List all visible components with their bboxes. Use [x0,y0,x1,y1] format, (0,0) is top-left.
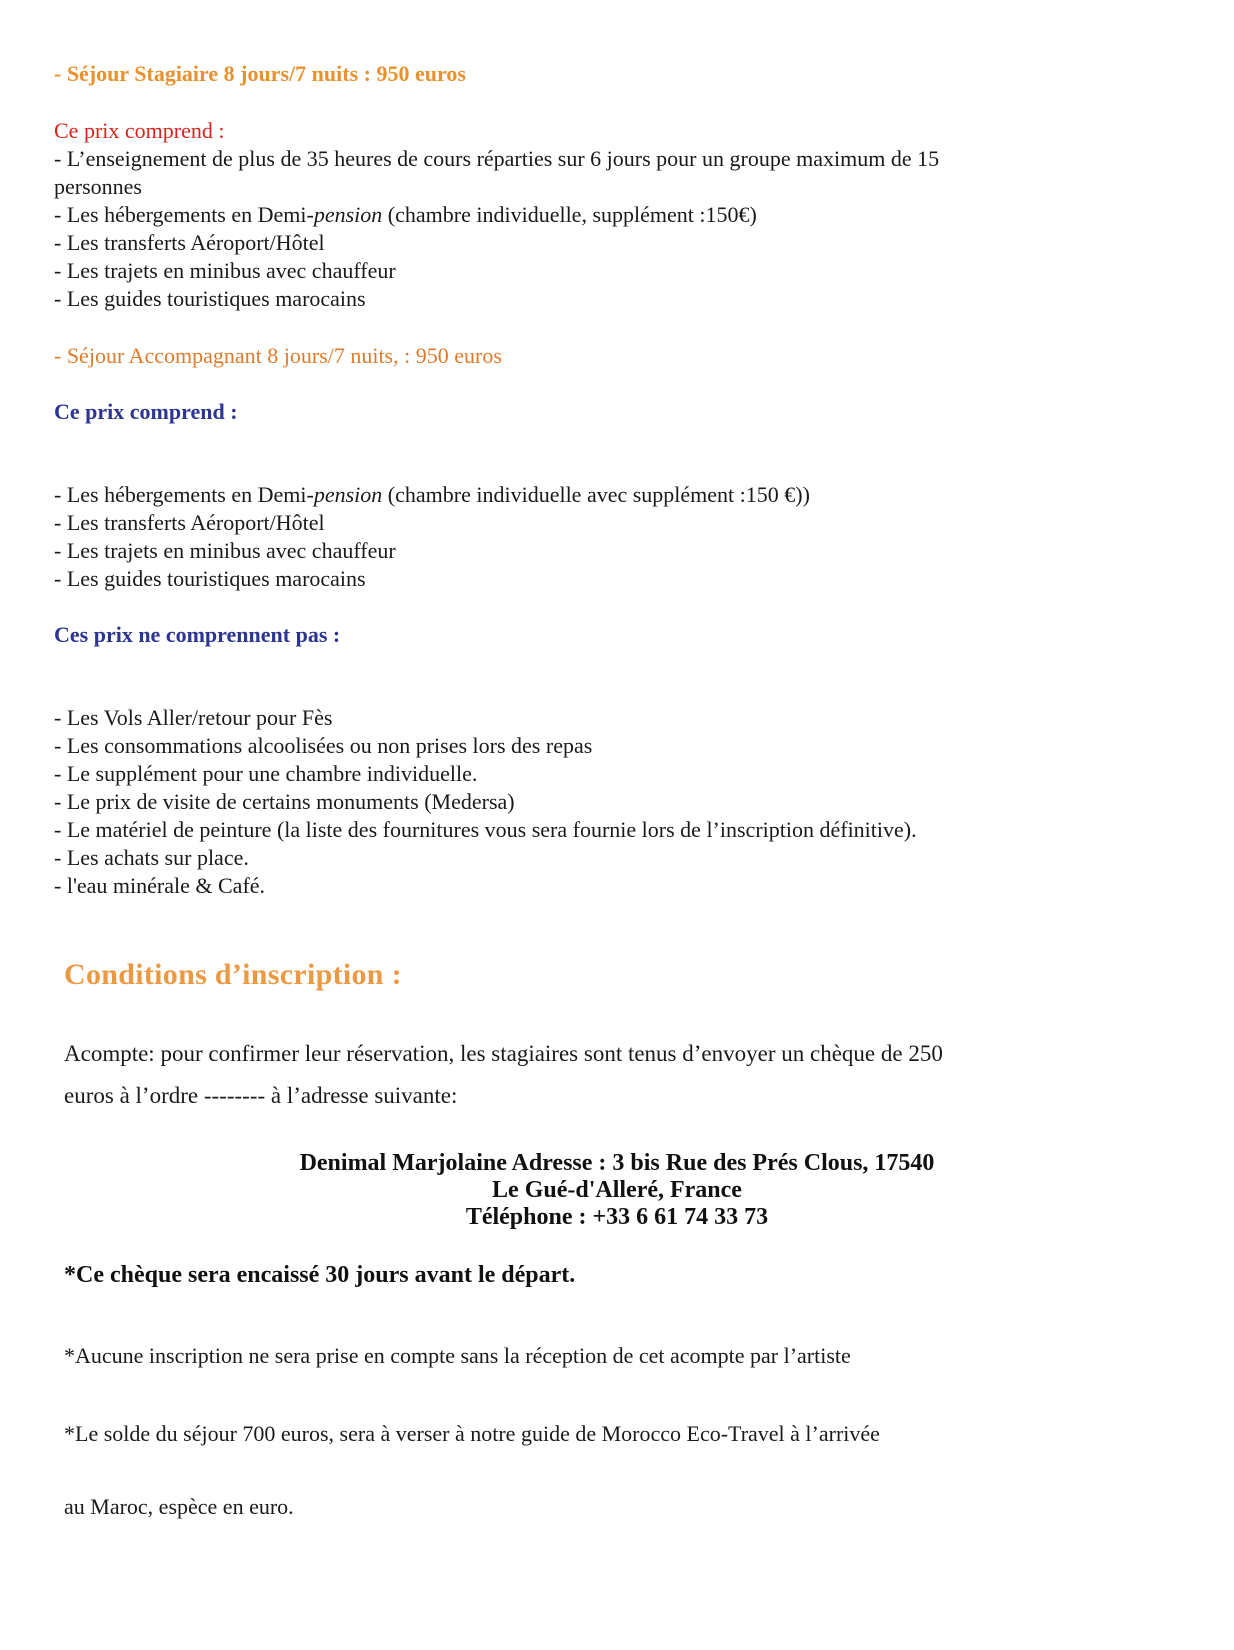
offer1-item: - Les guides touristiques marocains [54,286,366,311]
offer2-item: - Les transferts Aéroport/Hôtel [54,510,325,535]
conditions-heading: Conditions d’inscription : [64,958,402,991]
excluded-item: - Les achats sur place. [54,845,249,870]
excluded-item: - Le supplément pour une chambre individuelle. [54,761,478,786]
excluded-item: - Le matériel de peinture (la liste des fournitures vous sera fournie lors de l’inscription définitive). [54,817,917,842]
offer1-lodging [54,201,757,229]
offer2-title: - Séjour Accompagnant 8 jours/7 nuits, : 950 euros [54,343,502,368]
excluded-label: Ces prix ne comprennent pas : [54,622,341,647]
offer2-lodging-prefix: - Les hébergements en Demi- [54,482,314,507]
offer2-item: - Les guides touristiques marocains [54,566,366,591]
offer1-title: - Séjour Stagiaire 8 jours/7 nuits : 950 euros [54,61,466,86]
note-cheque: *Ce chèque sera encaissé 30 jours avant le départ. [64,1262,576,1288]
excluded-item: - Les consommations alcoolisées ou non prises lors des repas [54,733,593,758]
excluded-item: - Les Vols Aller/retour pour Fès [54,705,333,730]
offer2-includes-label: Ce prix comprend : [54,399,238,424]
deposit-line-1: Acompte: pour confirmer leur réservation, les stagiaires sont tenus d’envoyer un chèque de 250 [64,1041,943,1066]
offer1-item: personnes [54,174,142,199]
note-balance-line-1: *Le solde du séjour 700 euros, sera à verser à notre guide de Morocco Eco-Travel à l’arrivée [64,1421,880,1446]
offer2-lodging-suffix: (chambre individuelle avec supplément :150 €)) [382,482,810,507]
note-balance-line-2: au Maroc, espèce en euro. [64,1494,294,1519]
offer1-item: - L’enseignement de plus de 35 heures de cours réparties sur 6 jours pour un groupe maximum de 15 [54,146,940,171]
address-line-2: Le Gué-d'Alleré, France [492,1177,742,1203]
offer1-includes-label: Ce prix comprend : [54,118,225,143]
offer1-item: - Les transferts Aéroport/Hôtel [54,230,325,255]
offer1-lodging-suffix: (chambre individuelle, supplément :150€) [382,202,757,227]
offer1-item: - Les trajets en minibus avec chauffeur [54,258,396,283]
excluded-item: - l'eau minérale & Café. [54,873,266,898]
offer1-lodging-italic: pension [313,202,383,227]
offer1-lodging-prefix: - Les hébergements en Demi- [54,202,314,227]
address-line-3: Téléphone : +33 6 61 74 33 73 [465,1204,769,1230]
note-registration: *Aucune inscription ne sera prise en compte sans la réception de cet acompte par l’artiste [64,1343,851,1368]
excluded-item: - Le prix de visite de certains monuments (Medersa) [54,789,515,814]
offer2-lodging-italic: pension [313,482,383,507]
deposit-line-2: euros à l’ordre -------- à l’adresse suivante: [64,1083,458,1108]
offer2-lodging [54,481,810,509]
address-line-1: Denimal Marjolaine Adresse : 3 bis Rue des Prés Clous, 17540 [299,1150,935,1176]
offer2-item: - Les trajets en minibus avec chauffeur [54,538,396,563]
